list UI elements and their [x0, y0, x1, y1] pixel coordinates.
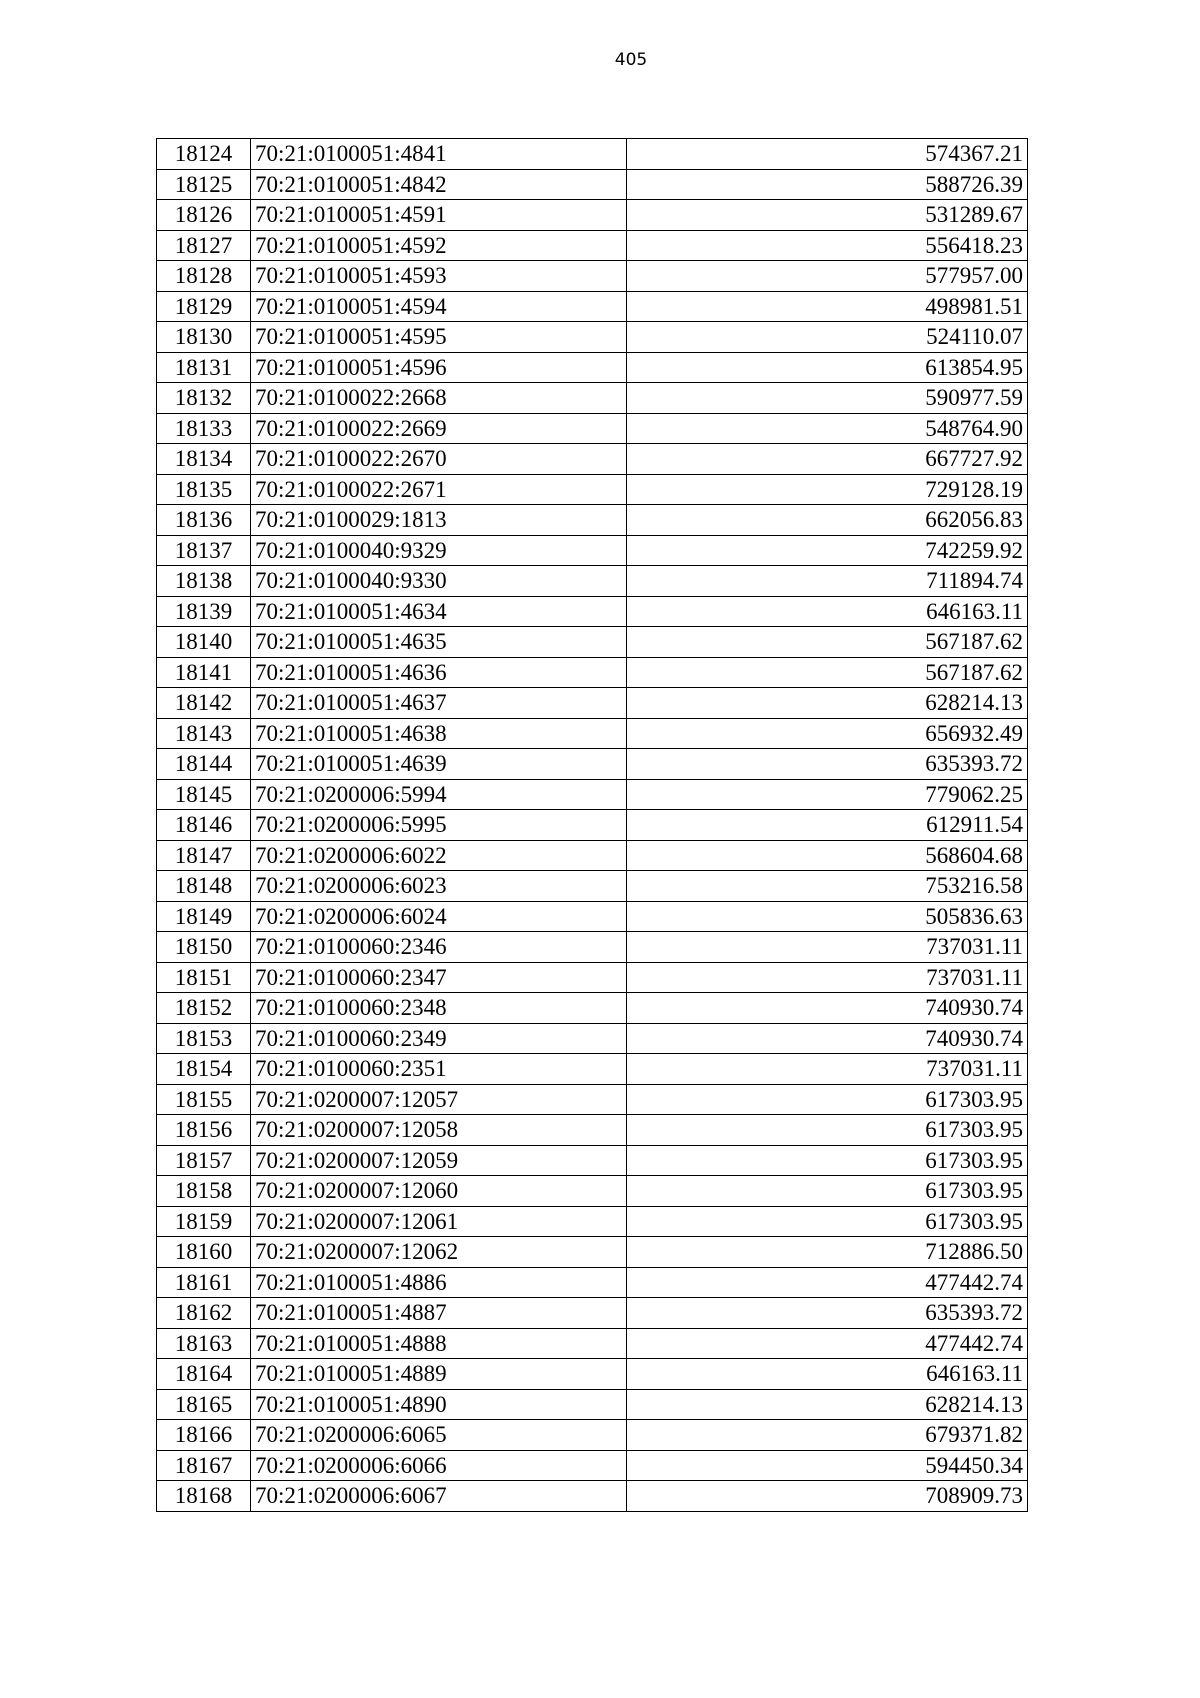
row-number-cell: 18157	[157, 1145, 251, 1176]
row-number-cell: 18137	[157, 535, 251, 566]
row-number-cell: 18163	[157, 1328, 251, 1359]
cadastral-number-cell: 70:21:0200007:12057	[251, 1084, 627, 1115]
cadastral-value-cell: 588726.39	[627, 169, 1028, 200]
cadastral-number-cell: 70:21:0100022:2668	[251, 383, 627, 414]
row-number-cell: 18150	[157, 932, 251, 963]
cadastral-value-cell: 779062.25	[627, 779, 1028, 810]
cadastral-value-cell: 742259.92	[627, 535, 1028, 566]
table-row	[157, 474, 1028, 505]
cadastral-value-cell: 594450.34	[627, 1450, 1028, 1481]
row-number-cell: 18155	[157, 1084, 251, 1115]
table-row	[157, 322, 1028, 353]
cadastral-number-cell: 70:21:0100051:4636	[251, 657, 627, 688]
table-row	[157, 1328, 1028, 1359]
table-row	[157, 1420, 1028, 1451]
table-row	[157, 932, 1028, 963]
cadastral-number-cell: 70:21:0100022:2669	[251, 413, 627, 444]
cadastral-number-cell: 70:21:0200006:5995	[251, 810, 627, 841]
cadastral-number-cell: 70:21:0100022:2670	[251, 444, 627, 475]
row-number-cell: 18141	[157, 657, 251, 688]
cadastral-value-cell: 617303.95	[627, 1176, 1028, 1207]
row-number-cell: 18133	[157, 413, 251, 444]
cadastral-number-cell: 70:21:0200006:6024	[251, 901, 627, 932]
cadastral-value-cell: 753216.58	[627, 871, 1028, 902]
cadastral-value-cell: 617303.95	[627, 1115, 1028, 1146]
row-number-cell: 18162	[157, 1298, 251, 1329]
cadastral-number-cell: 70:21:0100051:4888	[251, 1328, 627, 1359]
row-number-cell: 18136	[157, 505, 251, 536]
table-row	[157, 749, 1028, 780]
row-number-cell: 18130	[157, 322, 251, 353]
row-number-cell: 18146	[157, 810, 251, 841]
cadastral-number-cell: 70:21:0100060:2347	[251, 962, 627, 993]
cadastral-value-cell: 568604.68	[627, 840, 1028, 871]
row-number-cell: 18129	[157, 291, 251, 322]
table-row	[157, 901, 1028, 932]
row-number-cell: 18145	[157, 779, 251, 810]
table-row	[157, 1023, 1028, 1054]
cadastral-value-cell: 477442.74	[627, 1267, 1028, 1298]
cadastral-number-cell: 70:21:0100051:4593	[251, 261, 627, 292]
cadastral-value-cell: 612911.54	[627, 810, 1028, 841]
table-row	[157, 627, 1028, 658]
table-row	[157, 1206, 1028, 1237]
row-number-cell: 18149	[157, 901, 251, 932]
cadastral-number-cell: 70:21:0100029:1813	[251, 505, 627, 536]
cadastral-number-cell: 70:21:0100051:4591	[251, 200, 627, 231]
cadastral-number-cell: 70:21:0200006:6067	[251, 1481, 627, 1512]
cadastral-number-cell: 70:21:0200007:12059	[251, 1145, 627, 1176]
table-row	[157, 718, 1028, 749]
cadastral-number-cell: 70:21:0200007:12062	[251, 1237, 627, 1268]
cadastral-value-cell: 737031.11	[627, 1054, 1028, 1085]
cadastral-value-cell: 524110.07	[627, 322, 1028, 353]
row-number-cell: 18143	[157, 718, 251, 749]
table-row	[157, 1359, 1028, 1390]
cadastral-number-cell: 70:21:0100051:4638	[251, 718, 627, 749]
row-number-cell: 18135	[157, 474, 251, 505]
cadastral-number-cell: 70:21:0100051:4841	[251, 139, 627, 170]
cadastral-number-cell: 70:21:0100060:2351	[251, 1054, 627, 1085]
cadastral-value-cell: 567187.62	[627, 657, 1028, 688]
table-row	[157, 444, 1028, 475]
row-number-cell: 18127	[157, 230, 251, 261]
cadastral-value-cell: 556418.23	[627, 230, 1028, 261]
cadastral-number-cell: 70:21:0200006:6023	[251, 871, 627, 902]
cadastral-value-cell: 548764.90	[627, 413, 1028, 444]
row-number-cell: 18168	[157, 1481, 251, 1512]
table-row	[157, 1145, 1028, 1176]
cadastral-value-cell: 729128.19	[627, 474, 1028, 505]
cadastral-value-cell: 574367.21	[627, 139, 1028, 170]
row-number-cell: 18164	[157, 1359, 251, 1390]
cadastral-value-cell: 613854.95	[627, 352, 1028, 383]
table-row	[157, 688, 1028, 719]
row-number-cell: 18138	[157, 566, 251, 597]
row-number-cell: 18134	[157, 444, 251, 475]
row-number-cell: 18125	[157, 169, 251, 200]
cadastral-value-cell: 567187.62	[627, 627, 1028, 658]
cadastral-value-cell: 646163.11	[627, 596, 1028, 627]
cadastral-value-cell: 711894.74	[627, 566, 1028, 597]
cadastral-value-cell: 617303.95	[627, 1206, 1028, 1237]
table-row	[157, 657, 1028, 688]
table-row	[157, 261, 1028, 292]
cadastral-value-cell: 617303.95	[627, 1145, 1028, 1176]
cadastral-number-cell: 70:21:0200007:12058	[251, 1115, 627, 1146]
table-row	[157, 810, 1028, 841]
cadastral-number-cell: 70:21:0100051:4886	[251, 1267, 627, 1298]
row-number-cell: 18154	[157, 1054, 251, 1085]
cadastral-value-cell: 505836.63	[627, 901, 1028, 932]
row-number-cell: 18131	[157, 352, 251, 383]
row-number-cell: 18128	[157, 261, 251, 292]
cadastral-value-cell: 662056.83	[627, 505, 1028, 536]
cadastral-value-cell: 708909.73	[627, 1481, 1028, 1512]
table-row	[157, 779, 1028, 810]
row-number-cell: 18144	[157, 749, 251, 780]
row-number-cell: 18126	[157, 200, 251, 231]
cadastral-value-cell: 628214.13	[627, 1389, 1028, 1420]
cadastral-value-cell: 498981.51	[627, 291, 1028, 322]
cadastral-value-cell: 590977.59	[627, 383, 1028, 414]
table-row	[157, 230, 1028, 261]
cadastral-number-cell: 70:21:0200007:12060	[251, 1176, 627, 1207]
cadastral-value-cell: 577957.00	[627, 261, 1028, 292]
cadastral-number-cell: 70:21:0100051:4639	[251, 749, 627, 780]
cadastral-number-cell: 70:21:0100051:4592	[251, 230, 627, 261]
table-body	[157, 139, 1028, 1512]
cadastral-value-cell: 740930.74	[627, 993, 1028, 1024]
cadastral-number-cell: 70:21:0100051:4634	[251, 596, 627, 627]
cadastral-number-cell: 70:21:0100040:9329	[251, 535, 627, 566]
row-number-cell: 18147	[157, 840, 251, 871]
cadastral-number-cell: 70:21:0100051:4637	[251, 688, 627, 719]
table-row	[157, 840, 1028, 871]
cadastral-value-cell: 635393.72	[627, 749, 1028, 780]
table-row	[157, 993, 1028, 1024]
row-number-cell: 18160	[157, 1237, 251, 1268]
cadastral-value-cell: 656932.49	[627, 718, 1028, 749]
cadastral-number-cell: 70:21:0100051:4890	[251, 1389, 627, 1420]
row-number-cell: 18153	[157, 1023, 251, 1054]
cadastral-value-cell: 628214.13	[627, 688, 1028, 719]
cadastral-value-cell: 740930.74	[627, 1023, 1028, 1054]
cadastral-number-cell: 70:21:0100051:4594	[251, 291, 627, 322]
table-row	[157, 291, 1028, 322]
cadastral-value-cell: 531289.67	[627, 200, 1028, 231]
table-row	[157, 1054, 1028, 1085]
cadastral-number-cell: 70:21:0100051:4595	[251, 322, 627, 353]
row-number-cell: 18156	[157, 1115, 251, 1146]
cadastral-value-cell: 617303.95	[627, 1084, 1028, 1115]
table-row	[157, 139, 1028, 170]
cadastral-value-cell: 635393.72	[627, 1298, 1028, 1329]
table-row	[157, 1237, 1028, 1268]
table-row	[157, 1481, 1028, 1512]
row-number-cell: 18166	[157, 1420, 251, 1451]
table-row	[157, 383, 1028, 414]
cadastral-number-cell: 70:21:0100022:2671	[251, 474, 627, 505]
cadastral-value-table	[156, 138, 1028, 1512]
row-number-cell: 18158	[157, 1176, 251, 1207]
cadastral-value-cell: 667727.92	[627, 444, 1028, 475]
table-row	[157, 1176, 1028, 1207]
row-number-cell: 18161	[157, 1267, 251, 1298]
cadastral-number-cell: 70:21:0100051:4596	[251, 352, 627, 383]
cadastral-value-cell: 737031.11	[627, 962, 1028, 993]
cadastral-number-cell: 70:21:0100060:2348	[251, 993, 627, 1024]
row-number-cell: 18165	[157, 1389, 251, 1420]
cadastral-value-cell: 712886.50	[627, 1237, 1028, 1268]
row-number-cell: 18167	[157, 1450, 251, 1481]
table-row	[157, 1298, 1028, 1329]
cadastral-value-cell: 679371.82	[627, 1420, 1028, 1451]
row-number-cell: 18148	[157, 871, 251, 902]
row-number-cell: 18152	[157, 993, 251, 1024]
table-row	[157, 1084, 1028, 1115]
table-row	[157, 962, 1028, 993]
table-row	[157, 1450, 1028, 1481]
cadastral-value-cell: 737031.11	[627, 932, 1028, 963]
table-row	[157, 413, 1028, 444]
row-number-cell: 18124	[157, 139, 251, 170]
table-row	[157, 505, 1028, 536]
row-number-cell: 18139	[157, 596, 251, 627]
cadastral-number-cell: 70:21:0100051:4889	[251, 1359, 627, 1390]
cadastral-number-cell: 70:21:0100051:4635	[251, 627, 627, 658]
table-row	[157, 596, 1028, 627]
cadastral-value-cell: 477442.74	[627, 1328, 1028, 1359]
cadastral-number-cell: 70:21:0200006:5994	[251, 779, 627, 810]
table-row	[157, 566, 1028, 597]
cadastral-number-cell: 70:21:0200007:12061	[251, 1206, 627, 1237]
table-row	[157, 535, 1028, 566]
cadastral-number-cell: 70:21:0100051:4887	[251, 1298, 627, 1329]
row-number-cell: 18151	[157, 962, 251, 993]
table-row	[157, 1115, 1028, 1146]
cadastral-number-cell: 70:21:0200006:6065	[251, 1420, 627, 1451]
row-number-cell: 18140	[157, 627, 251, 658]
table-row	[157, 871, 1028, 902]
row-number-cell: 18142	[157, 688, 251, 719]
cadastral-number-cell: 70:21:0100060:2346	[251, 932, 627, 963]
cadastral-number-cell: 70:21:0100060:2349	[251, 1023, 627, 1054]
cadastral-number-cell: 70:21:0200006:6066	[251, 1450, 627, 1481]
table-row	[157, 1389, 1028, 1420]
table-row	[157, 200, 1028, 231]
table-row	[157, 169, 1028, 200]
table-row	[157, 1267, 1028, 1298]
cadastral-number-cell: 70:21:0200006:6022	[251, 840, 627, 871]
cadastral-value-cell: 646163.11	[627, 1359, 1028, 1390]
row-number-cell: 18132	[157, 383, 251, 414]
cadastral-number-cell: 70:21:0100040:9330	[251, 566, 627, 597]
cadastral-number-cell: 70:21:0100051:4842	[251, 169, 627, 200]
table-row	[157, 352, 1028, 383]
row-number-cell: 18159	[157, 1206, 251, 1237]
page-number: 405	[614, 50, 648, 70]
